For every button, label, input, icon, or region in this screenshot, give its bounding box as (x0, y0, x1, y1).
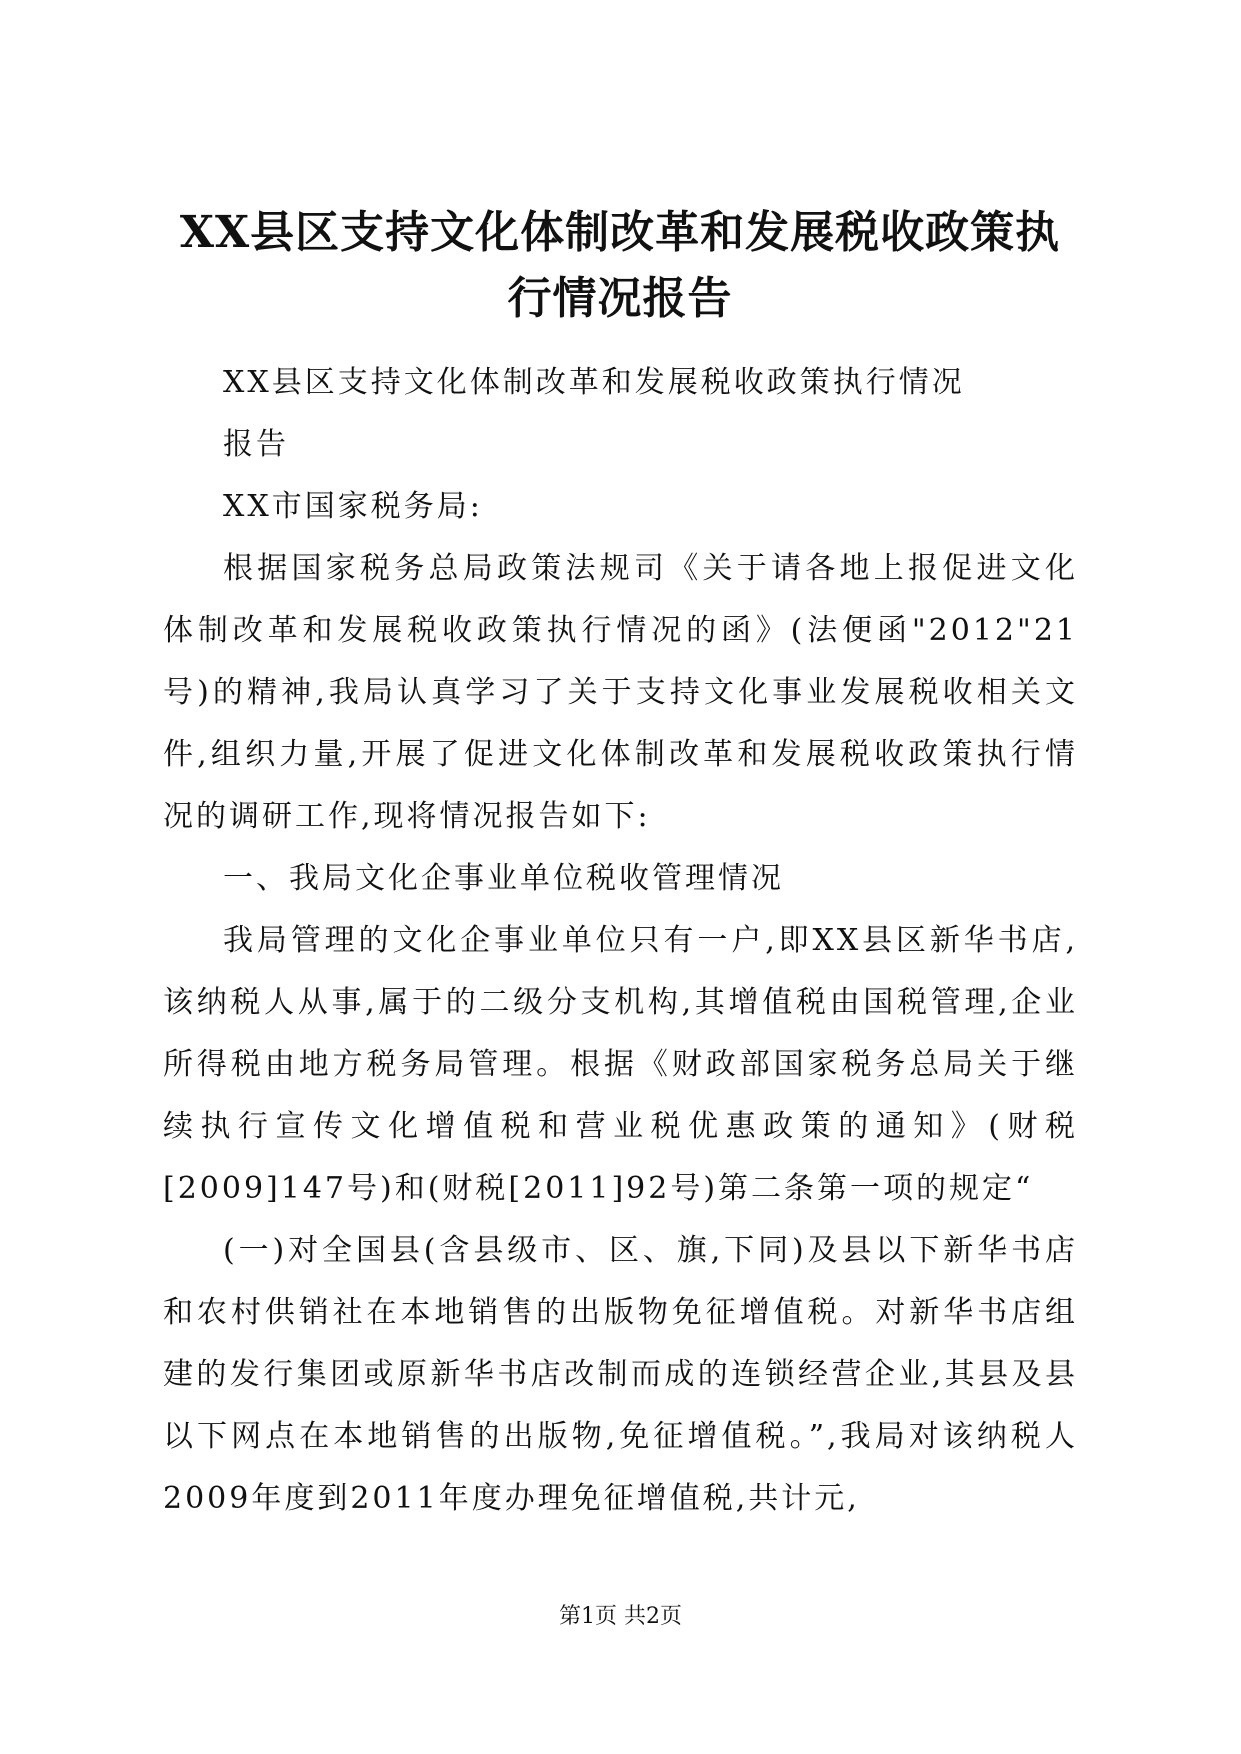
body-paragraph: 根据国家税务总局政策法规司《关于请各地上报促进文化体制改革和发展税收政策执行情况的函》(法便函"2012"21号)的精神,我局认真学习了关于支持文化事业发展税收相关文件,组织力量,开展了促进文化体制改革和发展税收政策执行情况的调研工作,现将情况报告如下: (163, 551, 1078, 834)
document-body (163, 352, 1078, 1530)
subtitle-line-continued: 报告 (223, 427, 289, 462)
section-heading: 一、我局文化企事业单位税收管理情况 (223, 861, 784, 896)
document-title: XX县区支持文化体制改革和发展税收政策执行情况报告 (179, 207, 1061, 324)
page-number-footer: 第1页 共2页 (559, 1604, 682, 1629)
addressee: XX市国家税务局: (223, 489, 483, 524)
body-paragraph: (一)对全国县(含县级市、区、旗,下同)及县以下新华书店和农村供销社在本地销售的出版物免征增值税。对新华书店组建的发行集团或原新华书店改制而成的连锁经营企业,其县及县以下网点在本地销售的出版物,免征增值税。”,我局对该纳税人2009年度到2011年度办理免征增值税,共计元, (163, 1233, 1078, 1516)
body-paragraph: 我局管理的文化企事业单位只有一户,即XX县区新华书店,该纳税人从事,属于的二级分支机构,其增值税由国税管理,企业所得税由地方税务局管理。根据《财政部国家税务总局关于继续执行宣传文化增值税和营业税优惠政策的通知》(财税[2009]147号)和(财税[2011]92号)第二条第一项的规定“ (163, 923, 1078, 1206)
subtitle-line: XX县区支持文化体制改革和发展税收政策执行情况 (223, 365, 965, 400)
